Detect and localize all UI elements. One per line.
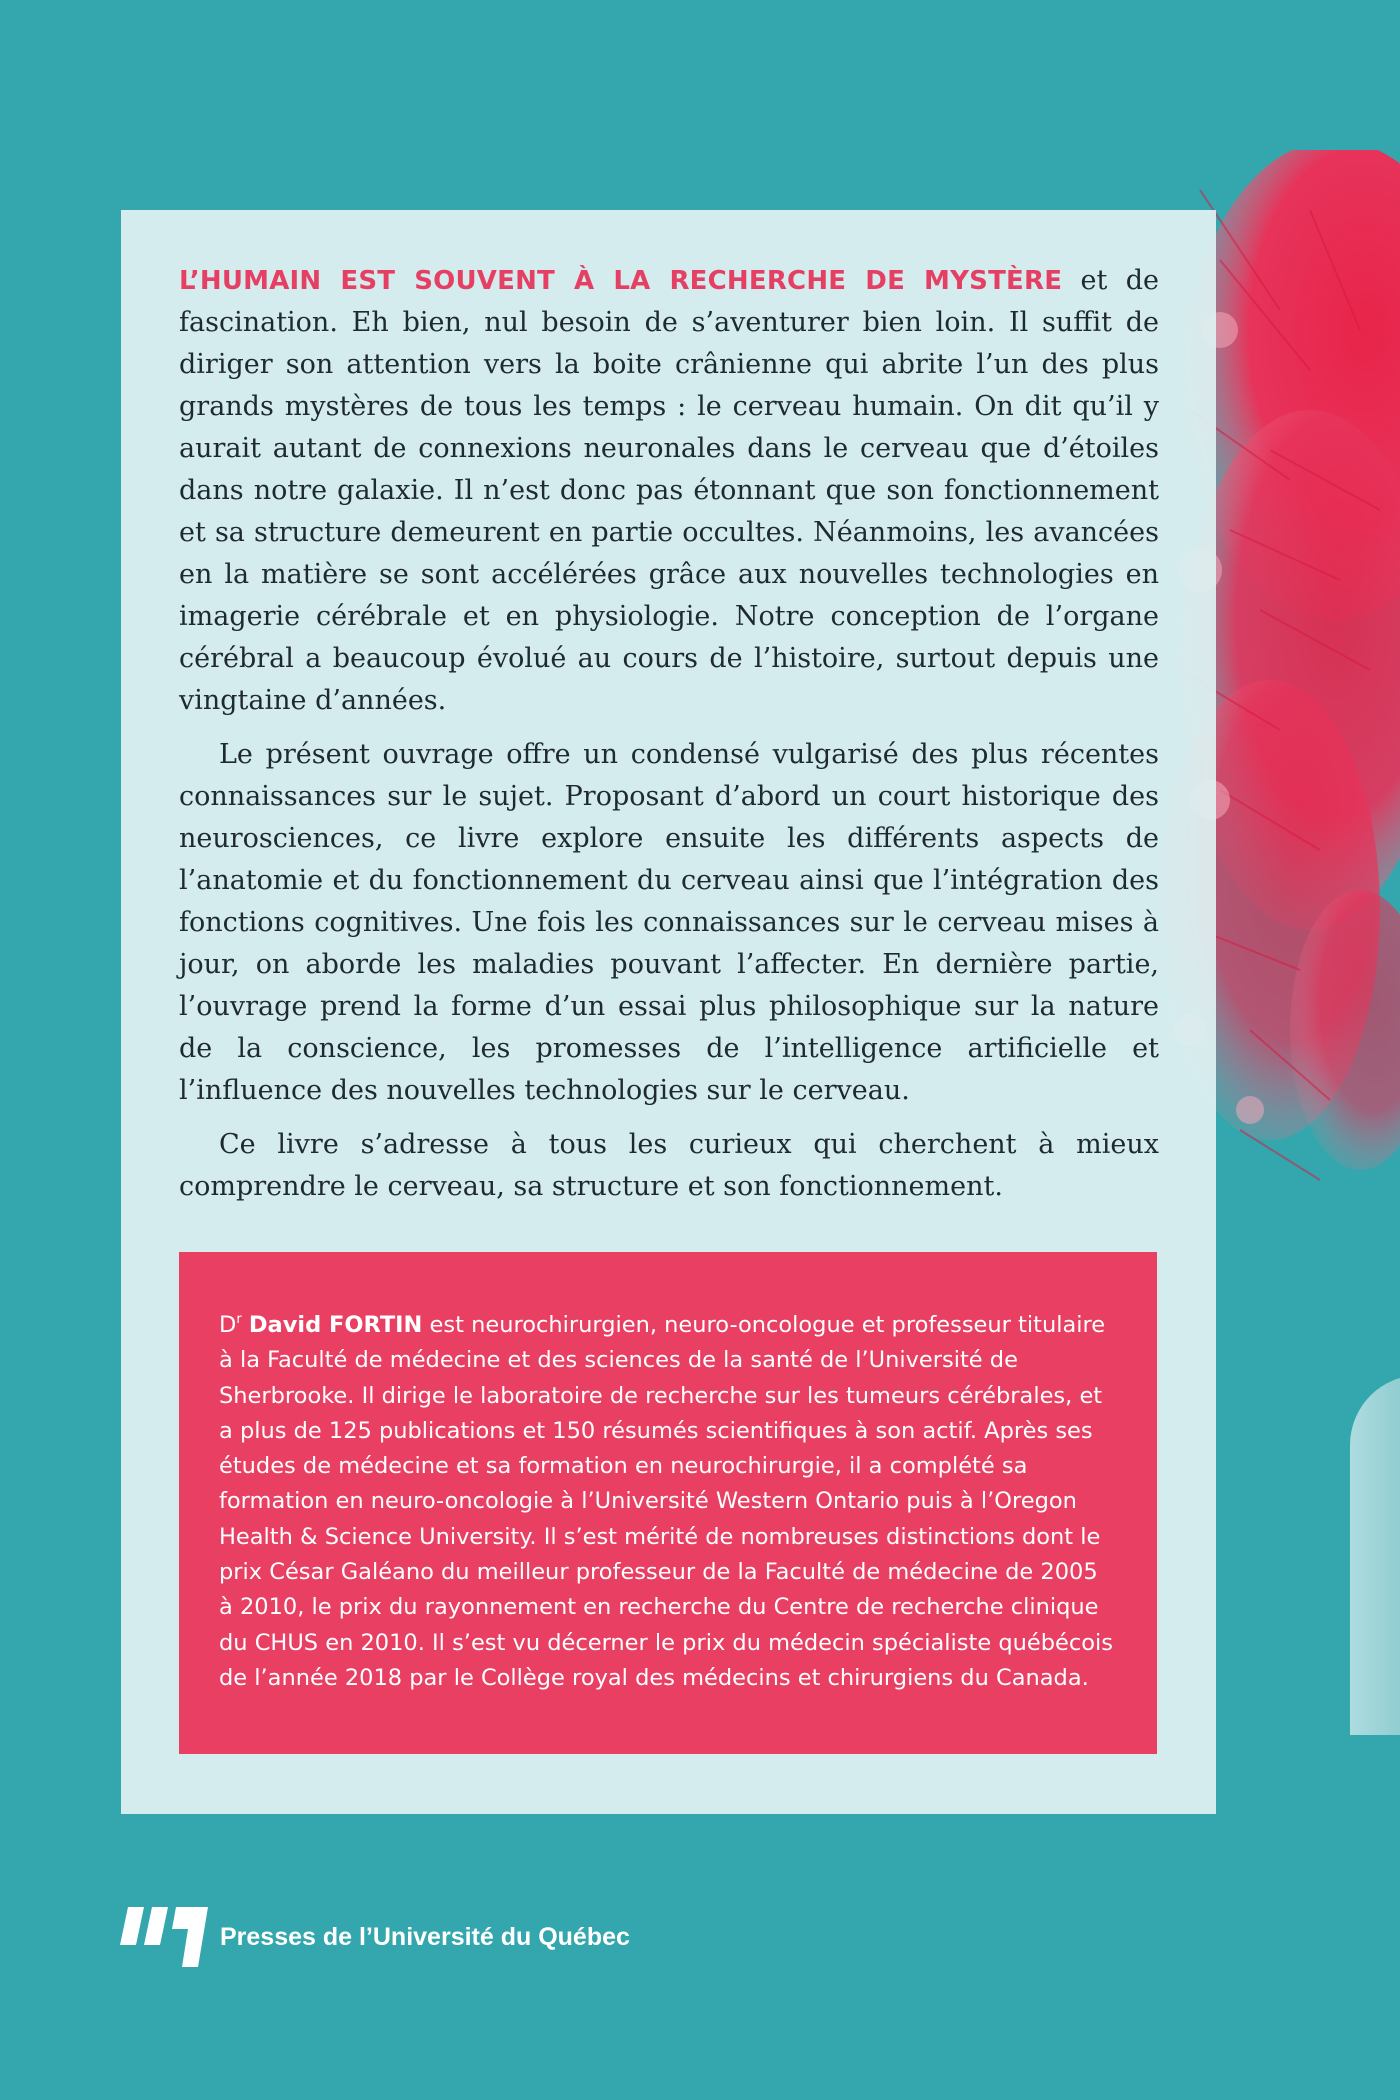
author-bio-box [179,1252,1157,1754]
author-bio [219,1302,1117,1696]
author-name: David FORTIN [248,1312,423,1338]
intro-lead: L’HUMAIN EST SOUVENT À LA RECHERCHE DE MYSTÈRE [179,266,1063,296]
author-title: D [219,1312,237,1338]
author-title-sup: r [236,1312,242,1327]
intro-paragraph [179,260,1159,722]
summary-paragraph-3: Ce livre s’adresse à tous les curieux qui cherchent à mieux comprendre le cerveau, sa structure et son fonctionnement. [179,1129,1159,1202]
puq-logo-icon [120,1905,208,1969]
intro-text: et de fascination. Eh bien, nul besoin de s’aventurer bien loin. Il suffit de diriger son attention vers la boite crânienne qui abrite l’un des plus grands mystères de tous les temps : le cerveau humain. On dit qu’il y aurait autant de connexions neuronales dans le cerveau que d’étoiles dans notre galaxie. Il n’est donc pas étonnant que son fonctionnement et sa structure demeurent en partie occultes. Néanmoins, les avancées en la matière se sont accélérées grâce aux nouvelles technologies en imagerie cérébrale et en physiologie. Notre conception de l’organe cérébral a beaucoup évolué au cours de l’histoire, surtout depuis une vingtaine d’années. [179,265,1159,716]
summary-paragraph-2: Le présent ouvrage offre un condensé vulgarisé des plus récentes connaissances sur le sujet. Proposant d’abord un court historique des neurosciences, ce livre explore ensuite les différents aspects de l’anatomie et du fonctionnement du cerveau ainsi que l’intégration des fonctions cognitives. Une fois les connaissances sur le cerveau mises à jour, on aborde les maladies pouvant l’affecter. En dernière partie, l’ouvrage prend la forme d’un essai plus philosophique sur la nature de la conscience, les promesses de l’intelligence artificielle et l’influence des nouvelles technologies sur le cerveau. [179,739,1159,1106]
summary-text [179,260,1159,1220]
vase-icon [1350,1375,1400,1735]
author-bio-text: est neurochirurgien, neuro-oncologue et professeur titulaire à la Faculté de médecine et des sciences de la santé de l’Université de Sherbrooke. Il dirige le laboratoire de recherche sur les tumeurs cérébrales, et a plus de 125 publications et 150 résumés scientifiques à son actif. Après ses études de médecine et sa formation en neurochirurgie, il a complété sa formation en neuro-oncologie à l’Université Western Ontario puis à l’Oregon Health & Science University. Il s’est mérité de nombreuses distinctions dont le prix César Galéano du meilleur professeur de la Faculté de médecine de 2005 à 2010, le prix du rayonnement en recherche du Centre de recherche clinique du CHUS en 2010. Il s’est vu décerner le prix du médecin spécialiste québécois de l’année 2018 par le Collège royal des médecins et chirurgiens du Canada. [219,1312,1113,1691]
publisher-block [120,1905,630,1969]
back-cover-panel [121,210,1216,1814]
publisher-name: Presses de l’Université du Québec [220,1922,630,1951]
